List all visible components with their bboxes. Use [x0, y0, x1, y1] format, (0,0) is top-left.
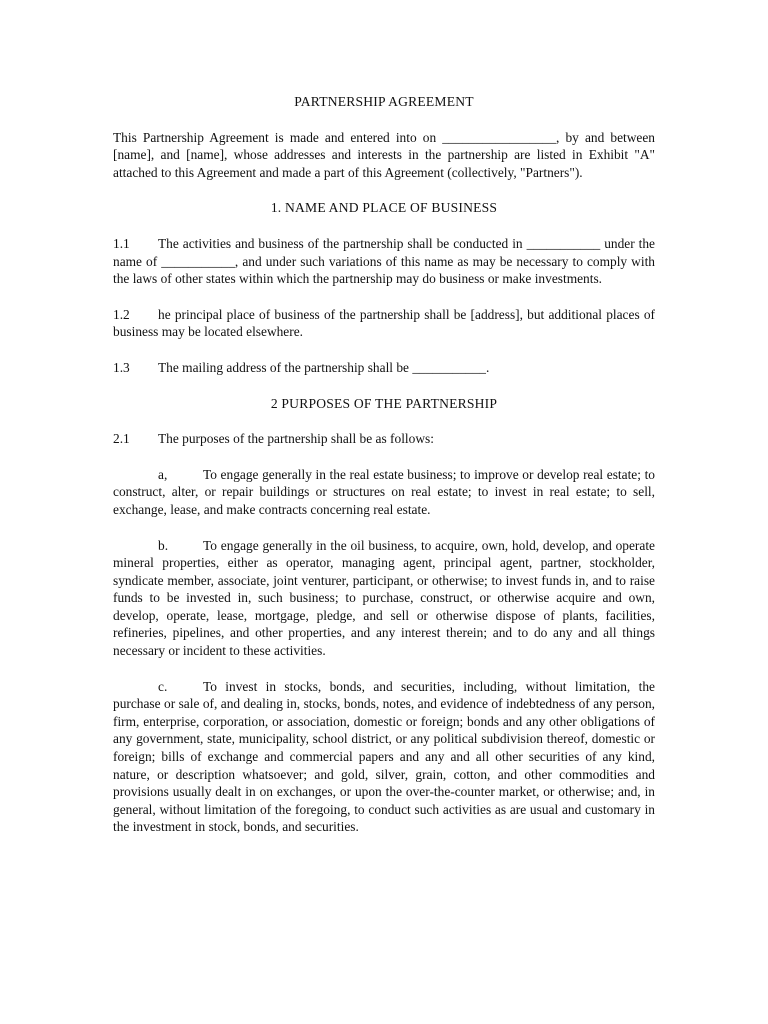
- purpose-item-c: [113, 678, 655, 836]
- intro-paragraph: This Partnership Agreement is made and entered into on _________________, by and between [name], and [name], whose addresses and interests in the partnership are listed in Exhibit "A" attached to this Agreement and made a part of this Agreement (collectively, "Partners").: [113, 129, 655, 180]
- item-letter: b.: [158, 537, 169, 553]
- clause-number: 2.1: [113, 431, 130, 447]
- purpose-item-a: [113, 466, 655, 519]
- clause-number: 1.2: [113, 306, 130, 322]
- clause-1-2: [113, 306, 655, 341]
- clause-text: he principal place of business of the partnership shall be [address], but additional places of business may be located elsewhere.: [113, 306, 655, 340]
- item-letter: c.: [158, 678, 168, 694]
- clause-text: The activities and business of the partnership shall be conducted in ___________ under the name of ___________, and under such variations of this name as may be necessary to comply with the laws of other states within which the partnership may do business or make investments.: [113, 235, 655, 287]
- clause-1-1: [113, 235, 655, 288]
- clause-2-1: [113, 430, 655, 448]
- clause-text: The purposes of the partnership shall be as follows:: [158, 431, 434, 447]
- document-title: PARTNERSHIP AGREEMENT: [294, 94, 474, 109]
- clause-1-3: [113, 359, 655, 377]
- item-letter: a,: [158, 466, 168, 482]
- section-2-heading: 2 PURPOSES OF THE PARTNERSHIP: [270, 395, 498, 411]
- clause-number: 1.3: [113, 359, 130, 375]
- document-page: [113, 93, 655, 854]
- purpose-item-b: [113, 537, 655, 660]
- item-text: To engage generally in the oil business, to acquire, own, hold, develop, and operate mineral properties, either as operator, managing agent, principal agent, partner, stockholder, syndicate member, associate, joint venturer, participant, or otherwise; to invest funds in, and to raise funds to be invested in, such business; to purchase, construct, or otherwise acquire and own, develop, operate, lease, mortgage, pledge, and sell or otherwise dispose of plants, facilities, refineries, pipelines, and other properties, and any interest therein; and to do any and all things necessary or incident to these activities.: [113, 537, 655, 659]
- item-text: To invest in stocks, bonds, and securities, including, without limitation, the purchase or sale of, and dealing in, stocks, bonds, notes, and evidence of indebtedness of any person, firm, enterprise, corporation, or association, domestic or foreign; bonds and any other obligations of any government, state, municipality, school district, or any political subdivision thereof, domestic or foreign; bills of exchange and commercial papers and any and all other securities of any kind, nature, or description whatsoever; and gold, silver, grain, cotton, and other commodities and provisions usually dealt in on exchanges, or upon the over-the-counter market, or otherwise; and, in general, without limitation of the foregoing, to conduct such activities as are usual and customary in the investment in stock, bonds, and securities.: [113, 678, 655, 835]
- section-1-heading: 1. NAME AND PLACE OF BUSINESS: [270, 200, 498, 216]
- clause-number: 1.1: [113, 235, 130, 251]
- clause-text: The mailing address of the partnership shall be ___________.: [158, 359, 490, 375]
- item-text: To engage generally in the real estate business; to improve or develop real estate; to construct, alter, or repair buildings or structures on real estate; to invest in real estate; to sell, exchange, lease, and make contracts concerning real estate.: [113, 466, 655, 517]
